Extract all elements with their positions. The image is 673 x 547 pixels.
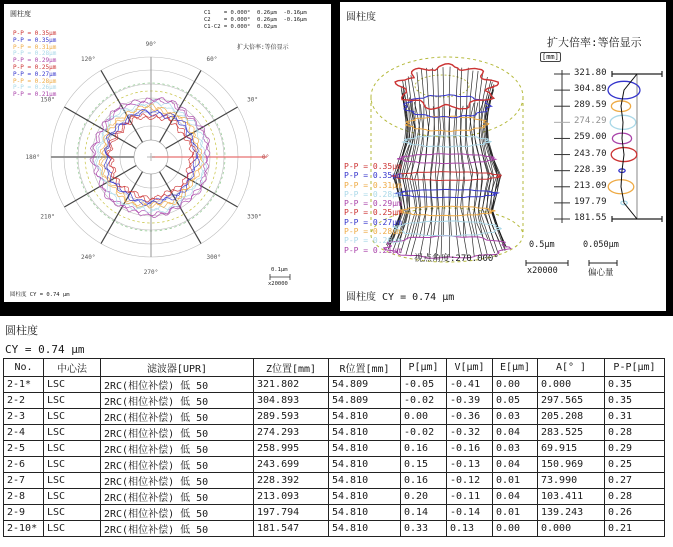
section-ring-3 — [405, 116, 489, 131]
axis-offset-line: C1 = 0.000° 0.26µm -0.16µm — [204, 10, 307, 16]
table-cell: 69.915 — [538, 441, 605, 457]
polar-angle-label: 60° — [206, 55, 218, 63]
table-cell: 0.000 — [538, 377, 605, 393]
column-header: P-P[µm] — [605, 359, 665, 377]
section-ring-7 — [396, 189, 499, 197]
measurement-table — [3, 358, 665, 537]
table-cell: 0.25 — [605, 457, 665, 473]
table-cell: -0.02 — [401, 393, 447, 409]
table-cell: 0.16 — [401, 473, 447, 489]
z-axis-label: 213.09 — [574, 180, 607, 191]
pp-legend — [344, 162, 402, 255]
pp-legend-item: P-P = 0.26µm — [13, 84, 57, 92]
radial-scale-value: 0.5µm — [529, 240, 555, 250]
table-cell: 2RC(相位补偿) 低 50 — [101, 393, 254, 409]
table-cell: 283.525 — [538, 425, 605, 441]
table-cell: 0.05 — [493, 393, 538, 409]
table-cell: 0.29 — [605, 441, 665, 457]
panel-title: 圆柱度 — [10, 10, 31, 18]
table-cell: 0.28 — [605, 489, 665, 505]
table-row — [4, 473, 665, 489]
table-row — [4, 489, 665, 505]
z-axis-label: 304.89 — [574, 84, 607, 95]
table-cell: 181.547 — [254, 521, 329, 537]
section-ring-6 — [391, 172, 501, 181]
table-cell: 0.01 — [493, 505, 538, 521]
table-cell: -0.32 — [447, 425, 493, 441]
table-cell: LSC — [44, 473, 101, 489]
panel-title: 圆柱度 — [346, 12, 376, 23]
table-cell: 0.31 — [605, 409, 665, 425]
section-ring-9 — [393, 221, 501, 236]
pp-legend-item: P-P = 0.31µm — [13, 43, 57, 51]
table-cell: -0.02 — [401, 425, 447, 441]
table-cell: 54.810 — [329, 441, 401, 457]
table-cell: 0.27 — [605, 473, 665, 489]
table-cell: 0.35 — [605, 377, 665, 393]
eccentricity-scale-label: 偏心量 — [588, 268, 614, 278]
table-cell: 2RC(相位补偿) 低 50 — [101, 409, 254, 425]
profile-wire — [470, 71, 483, 237]
table-row — [4, 425, 665, 441]
pp-legend-item: P-P = 0.35µm — [344, 171, 402, 181]
table-cell: LSC — [44, 521, 101, 537]
table-cell: 2RC(相位补偿) 低 50 — [101, 457, 254, 473]
table-cell: 2RC(相位补偿) 低 50 — [101, 521, 254, 537]
table-cell: -0.41 — [447, 377, 493, 393]
cylindricity-result: 圆柱度 CY = 0.74 µm — [346, 292, 455, 303]
table-cell: 0.00 — [401, 409, 447, 425]
table-cell: LSC — [44, 457, 101, 473]
polar-angle-label: 30° — [247, 96, 258, 104]
pp-legend-item: P-P = 0.28µm — [13, 50, 57, 58]
table-cell: 2-4 — [4, 425, 44, 441]
table-cell: 228.392 — [254, 473, 329, 489]
polar-plot-panel — [4, 4, 331, 302]
table-cell: 2RC(相位补偿) 低 50 — [101, 473, 254, 489]
table-row — [4, 377, 665, 393]
cylinder-3d-panel — [340, 2, 666, 311]
table-cell: 2-9 — [4, 505, 44, 521]
table-row — [4, 409, 665, 425]
polar-angle-label: 270° — [143, 269, 159, 276]
pp-legend-item: P-P = 0.21µm — [344, 245, 402, 255]
table-row — [4, 393, 665, 409]
pp-legend-item: P-P = 0.35µm — [344, 162, 402, 171]
column-header: 滤波器[UPR] — [101, 359, 254, 377]
eccentricity-scale-value: 0.050µm — [583, 240, 619, 250]
table-cell: LSC — [44, 505, 101, 521]
polar-angle-label: 150° — [40, 96, 55, 104]
table-cell: 0.28 — [605, 425, 665, 441]
table-cell: 0.35 — [605, 393, 665, 409]
pp-legend-item: P-P = 0.35µm — [13, 30, 57, 37]
table-cell: LSC — [44, 489, 101, 505]
z-axis-label: 181.55 — [574, 213, 607, 223]
table-cell: 0.01 — [493, 473, 538, 489]
table-row — [4, 441, 665, 457]
table-cell: 2-6 — [4, 457, 44, 473]
pp-legend-item: P-P = 0.31µm — [344, 180, 402, 190]
results-section — [0, 316, 673, 547]
profile-wire — [433, 67, 439, 237]
table-header-row — [4, 359, 665, 377]
polar-angle-label: 180° — [25, 154, 40, 162]
table-cell: 0.14 — [401, 505, 447, 521]
column-header: Z位置[mm] — [254, 359, 329, 377]
table-cell: LSC — [44, 425, 101, 441]
table-row — [4, 505, 665, 521]
table-cell: 54.810 — [329, 457, 401, 473]
column-header: E[µm] — [493, 359, 538, 377]
table-cell: 54.810 — [329, 505, 401, 521]
table-cell: 0.00 — [493, 521, 538, 537]
axis-offset-line: C2 = 0.000° 0.26µm -0.16µm — [204, 17, 307, 23]
scale-value: 0.1µm — [271, 267, 288, 273]
table-cell: -0.36 — [447, 409, 493, 425]
scale-magnification: x20000 — [268, 281, 288, 287]
column-header: V[µm] — [447, 359, 493, 377]
polar-angle-label: 120° — [81, 55, 96, 63]
table-row — [4, 521, 665, 537]
pp-legend-item: P-P = 0.25µm — [344, 208, 402, 218]
table-cell: 2RC(相位补偿) 低 50 — [101, 425, 254, 441]
magnification-label: 扩大倍率:等倍显示 — [237, 44, 289, 51]
table-cell: -0.39 — [447, 393, 493, 409]
polar-angle-label: 300° — [206, 254, 221, 262]
table-cell: 2-8 — [4, 489, 44, 505]
z-axis-label: 259.00 — [574, 132, 607, 143]
table-cell: 2RC(相位补偿) 低 50 — [101, 489, 254, 505]
section-title: 圆柱度 — [5, 324, 38, 337]
table-cell: -0.16 — [447, 441, 493, 457]
table-cell: 2-3 — [4, 409, 44, 425]
pp-legend-item: P-P = 0.29µm — [344, 199, 402, 209]
table-cell: 0.04 — [493, 425, 538, 441]
table-cell: 2-5 — [4, 441, 44, 457]
table-cell: 289.593 — [254, 409, 329, 425]
table-cell: 0.03 — [493, 409, 538, 425]
table-cell: 103.411 — [538, 489, 605, 505]
table-cell: 0.20 — [401, 489, 447, 505]
axis-offset-block — [204, 10, 307, 31]
table-cell: LSC — [44, 377, 101, 393]
axis-offset-line: C1-C2 = 0.000° 0.02µm — [204, 24, 277, 30]
table-cell: 0.26 — [605, 505, 665, 521]
pp-legend-item: P-P = 0.28µm — [344, 189, 402, 199]
table-cell: 54.809 — [329, 393, 401, 409]
z-axis-unit-label: [mm] — [542, 53, 559, 61]
table-cell: 54.810 — [329, 409, 401, 425]
column-header: 中心法 — [44, 359, 101, 377]
profile-wire — [443, 67, 445, 236]
table-cell: 0.16 — [401, 441, 447, 457]
table-cell: 54.810 — [329, 521, 401, 537]
table-cell: 274.293 — [254, 425, 329, 441]
table-cell: 0.21 — [605, 521, 665, 537]
table-cell: 304.893 — [254, 393, 329, 409]
table-cell: 150.969 — [538, 457, 605, 473]
table-cell: 2-2 — [4, 393, 44, 409]
polar-angle-label: 330° — [247, 213, 262, 221]
column-header: P[µm] — [401, 359, 447, 377]
table-cell: 213.093 — [254, 489, 329, 505]
profile-wire — [456, 67, 461, 236]
table-cell: 73.990 — [538, 473, 605, 489]
table-cell: 0.04 — [493, 489, 538, 505]
table-cell: 54.810 — [329, 489, 401, 505]
table-cell: 2RC(相位补偿) 低 50 — [101, 441, 254, 457]
pp-legend-item: P-P = 0.25µm — [13, 63, 57, 71]
table-cell: 0.00 — [493, 377, 538, 393]
radial-scale-magnification: x20000 — [527, 266, 558, 276]
magnification-label: 扩大倍率:等倍显示 — [547, 36, 642, 49]
table-cell: 54.809 — [329, 377, 401, 393]
table-cell: 0.03 — [493, 441, 538, 457]
table-cell: LSC — [44, 441, 101, 457]
pp-legend-item: P-P = 0.29µm — [13, 57, 57, 65]
table-cell: 54.810 — [329, 473, 401, 489]
table-cell: 197.794 — [254, 505, 329, 521]
polar-angle-label: 0° — [262, 154, 270, 162]
table-cell: 0.04 — [493, 457, 538, 473]
table-cell: 2-1* — [4, 377, 44, 393]
table-cell: 258.995 — [254, 441, 329, 457]
pp-legend — [13, 31, 56, 99]
table-cell: 321.802 — [254, 377, 329, 393]
table-cell: 205.208 — [538, 409, 605, 425]
table-cell: 139.243 — [538, 505, 605, 521]
cylindricity-value: CY = 0.74 µm — [5, 343, 85, 356]
column-header: No. — [4, 359, 44, 377]
section-ring-2 — [404, 95, 492, 118]
table-cell: 2-7 — [4, 473, 44, 489]
pp-legend-item: P-P = 0.28µm — [344, 227, 402, 237]
table-cell: 0.000 — [538, 521, 605, 537]
table-cell: 2RC(相位补偿) 低 50 — [101, 377, 254, 393]
table-cell: 0.15 — [401, 457, 447, 473]
table-cell: 243.699 — [254, 457, 329, 473]
table-cell: -0.05 — [401, 377, 447, 393]
pp-legend-item: P-P = 0.27µm — [344, 217, 402, 227]
pp-legend-item: P-P = 0.35µm — [13, 36, 57, 44]
z-axis-label: 321.80 — [574, 68, 607, 78]
table-cell: 54.810 — [329, 425, 401, 441]
table-cell: 0.13 — [447, 521, 493, 537]
z-axis-label: 228.39 — [574, 164, 607, 175]
polar-angle-label: 240° — [81, 254, 96, 262]
table-cell: -0.13 — [447, 457, 493, 473]
view-angle-label: 视点角度:270.000° — [414, 254, 499, 264]
column-header: R位置[mm] — [329, 359, 401, 377]
table-cell: 2RC(相位补偿) 低 50 — [101, 505, 254, 521]
pp-legend-item: P-P = 0.26µm — [344, 236, 402, 246]
pp-legend-item: P-P = 0.27µm — [13, 70, 57, 78]
table-cell: -0.11 — [447, 489, 493, 505]
table-cell: LSC — [44, 393, 101, 409]
eccentricity-path — [621, 74, 637, 219]
z-axis-label: 243.70 — [574, 148, 607, 159]
table-row — [4, 457, 665, 473]
table-cell: -0.14 — [447, 505, 493, 521]
z-axis-label: 274.29 — [574, 116, 607, 127]
z-axis-label: 289.59 — [574, 100, 607, 111]
table-cell: 297.565 — [538, 393, 605, 409]
column-header: A[° ] — [538, 359, 605, 377]
polar-angle-label: 90° — [145, 41, 157, 48]
table-cell: 0.33 — [401, 521, 447, 537]
pp-legend-item: P-P = 0.28µm — [13, 77, 57, 85]
table-cell: 2-10* — [4, 521, 44, 537]
table-cell: LSC — [44, 409, 101, 425]
z-axis-label: 197.79 — [574, 196, 607, 207]
cylindricity-result: 圆柱度 CY = 0.74 µm — [10, 292, 70, 298]
polar-angle-label: 210° — [40, 213, 55, 221]
table-cell: -0.12 — [447, 473, 493, 489]
pp-legend-item: P-P = 0.21µm — [13, 91, 57, 99]
